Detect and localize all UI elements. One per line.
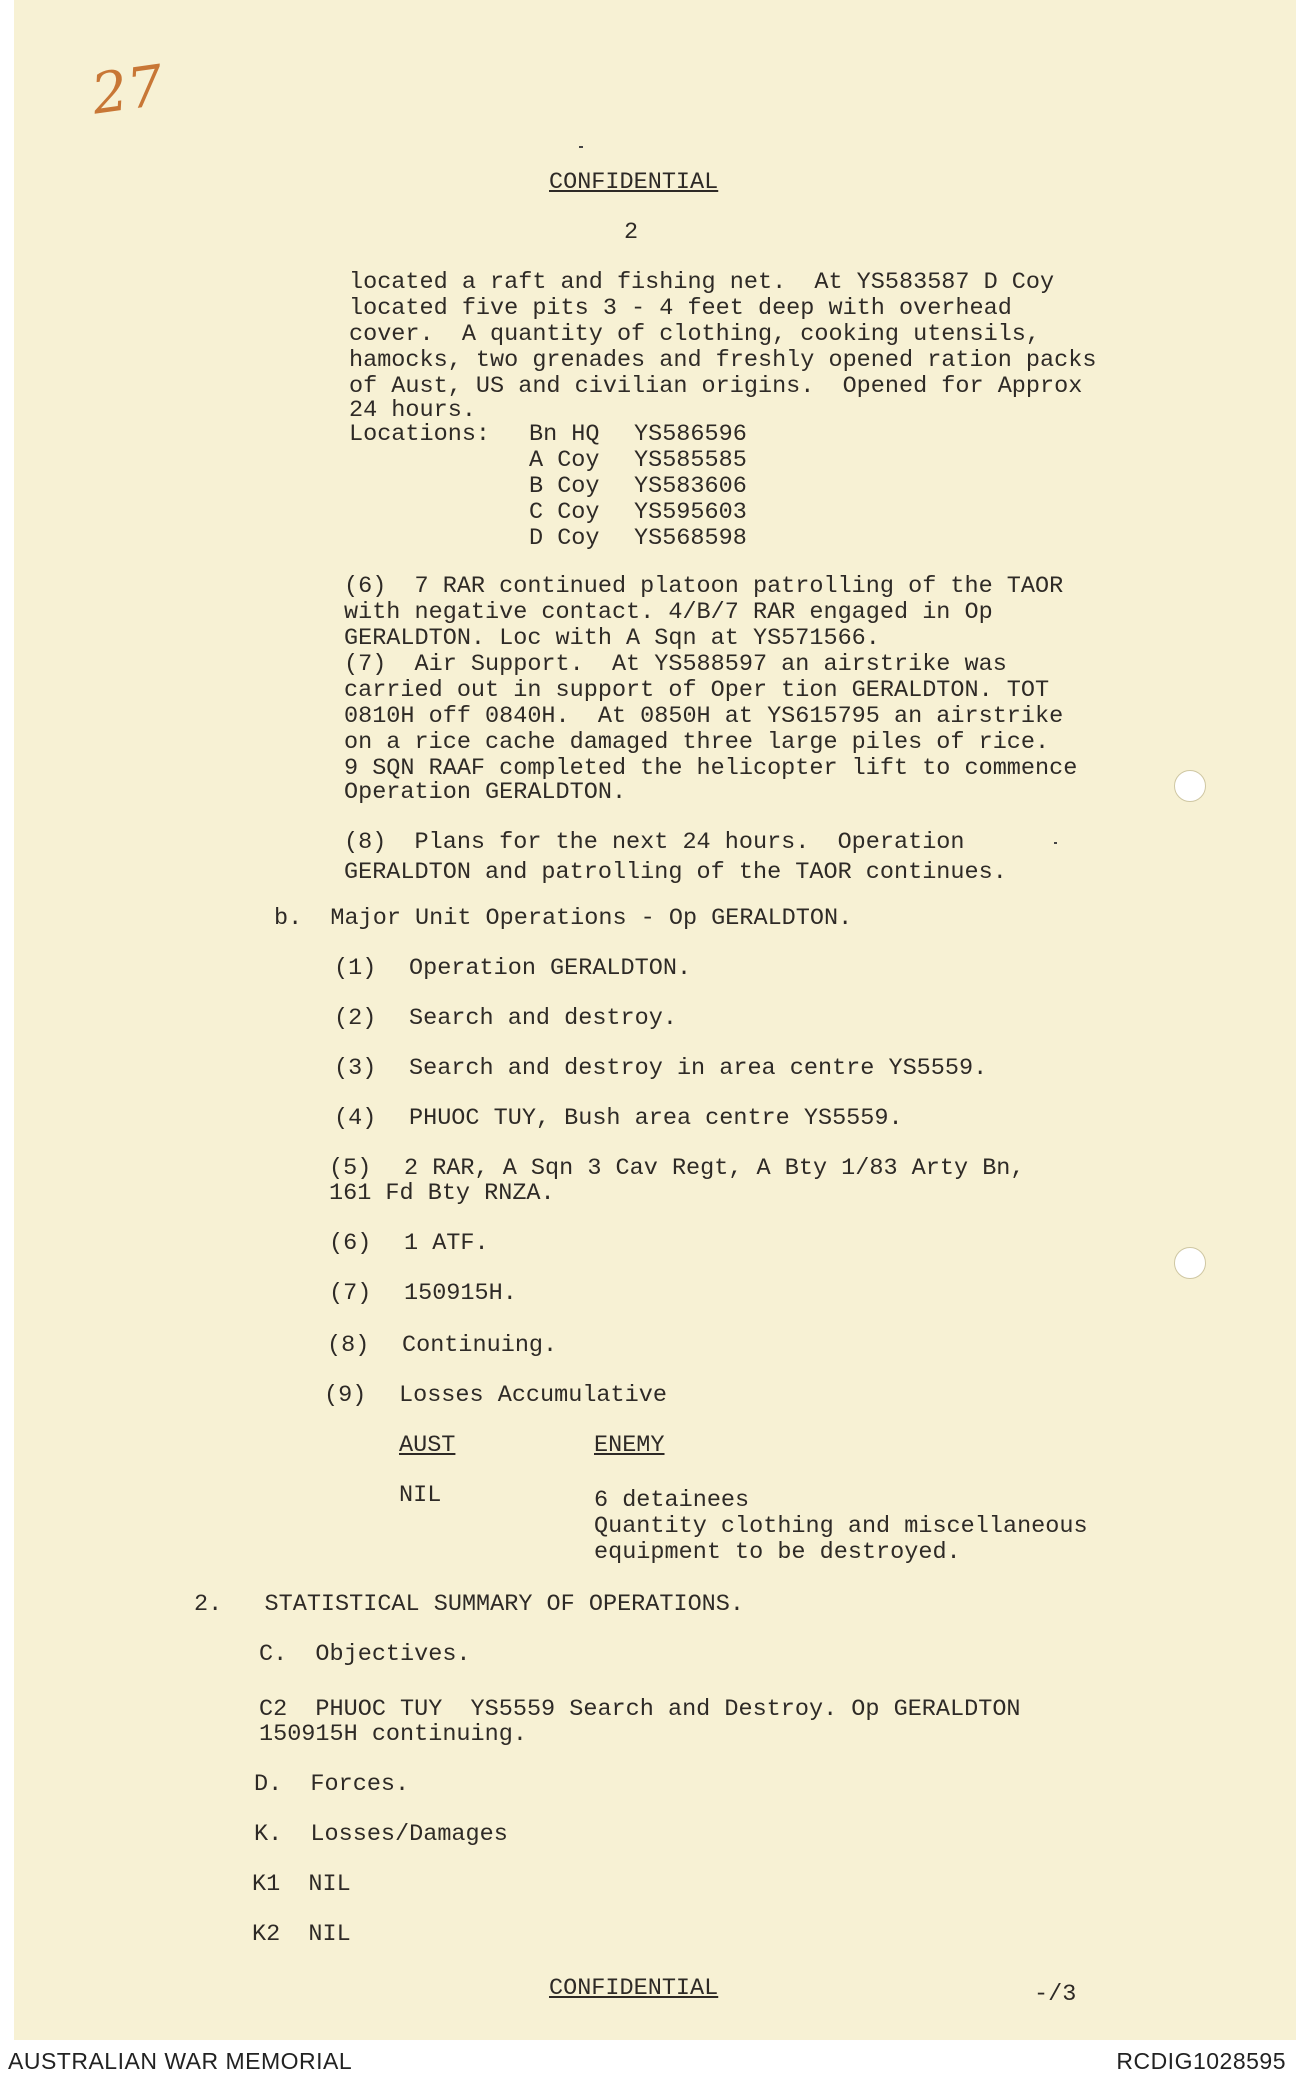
next-page-marker: -/3 xyxy=(1034,1981,1077,2008)
paragraph-line: carried out in support of Oper tion GERALDTON. TOT xyxy=(344,677,1050,704)
paragraph-line: 24 hours. xyxy=(349,397,476,424)
paragraph-line: located five pits 3 - 4 feet deep with overhead xyxy=(349,295,1012,322)
location-grid: YS586596 xyxy=(634,421,747,448)
paragraph-line: of Aust, US and civilian origins. Opened for Approx xyxy=(349,373,1083,400)
item-number: (9) xyxy=(324,1382,367,1409)
paragraph-line: (7) Air Support. At YS588597 an airstrike was xyxy=(344,651,1007,678)
item-text-continued: 161 Fd Bty RNZA. xyxy=(329,1180,555,1207)
paragraph-line: on a rice cache damaged three large piles of rice. xyxy=(344,729,1050,756)
item-text: Continuing. xyxy=(402,1332,558,1359)
enemy-losses-line: Quantity clothing and miscellaneous xyxy=(594,1513,1088,1540)
k2-line: K2 NIL xyxy=(252,1921,351,1948)
item-number: (5) xyxy=(329,1155,372,1182)
enemy-heading: ENEMY xyxy=(594,1432,665,1459)
paragraph-line: GERALDTON and patrolling of the TAOR continues. xyxy=(344,859,1007,886)
location-unit: B Coy xyxy=(529,473,600,500)
enemy-losses-line: equipment to be destroyed. xyxy=(594,1539,961,1566)
location-grid: YS595603 xyxy=(634,499,747,526)
item-text: Losses Accumulative xyxy=(399,1382,667,1409)
punch-hole xyxy=(1174,1247,1206,1279)
aust-heading: AUST xyxy=(399,1432,456,1459)
archive-name: AUSTRALIAN WAR MEMORIAL xyxy=(8,2048,353,2074)
section-c-heading: C. Objectives. xyxy=(259,1641,471,1668)
paragraph-line: with negative contact. 4/B/7 RAR engaged in Op xyxy=(344,599,993,626)
item-text: Search and destroy. xyxy=(409,1005,677,1032)
item-text: Operation GERALDTON. xyxy=(409,955,692,982)
c2-line: 150915H continuing. xyxy=(259,1721,527,1748)
archive-reference: RCDIG1028595 xyxy=(1116,2048,1286,2074)
locations-label: Locations: xyxy=(349,421,491,448)
section-k-heading: K. Losses/Damages xyxy=(254,1821,508,1848)
paragraph-line: Operation GERALDTON. xyxy=(344,779,627,806)
item-text: PHUOC TUY, Bush area centre YS5559. xyxy=(409,1105,903,1132)
paragraph-line: 0810H off 0840H. At 0850H at YS615795 an airstrike xyxy=(344,703,1064,730)
item-number: (8) xyxy=(327,1332,370,1359)
item-text: 150915H. xyxy=(404,1280,517,1307)
paragraph-line: (6) 7 RAR continued platoon patrolling of the TAOR xyxy=(344,573,1064,600)
paragraph-line: hamocks, two grenades and freshly opened ration packs xyxy=(349,347,1097,374)
aust-losses-value: NIL xyxy=(399,1482,442,1509)
archive-footer xyxy=(0,2046,1296,2082)
location-grid: YS568598 xyxy=(634,525,747,552)
ink-mark xyxy=(1054,842,1057,844)
paragraph-line: 9 SQN RAAF completed the helicopter lift to commence xyxy=(344,755,1078,782)
item-number: (6) xyxy=(329,1230,372,1257)
handwritten-folio-number: 27 xyxy=(87,53,168,128)
enemy-losses-line: 6 detainees xyxy=(594,1487,750,1514)
item-text: Search and destroy in area centre YS5559. xyxy=(409,1055,988,1082)
c2-line: C2 PHUOC TUY YS5559 Search and Destroy. Op GERALDTON xyxy=(259,1696,1021,1723)
item-number: (2) xyxy=(334,1005,377,1032)
item-number: (7) xyxy=(329,1280,372,1307)
k1-line: K1 NIL xyxy=(252,1871,351,1898)
paragraph-line: cover. A quantity of clothing, cooking utensils, xyxy=(349,321,1041,348)
ink-mark xyxy=(579,146,583,148)
section-d-heading: D. Forces. xyxy=(254,1771,410,1798)
document-page xyxy=(14,0,1296,2040)
location-grid: YS585585 xyxy=(634,447,747,474)
page-number: 2 xyxy=(624,219,639,246)
paragraph-line: located a raft and fishing net. At YS583587 D Coy xyxy=(349,269,1055,296)
item-number: (3) xyxy=(334,1055,377,1082)
location-unit: A Coy xyxy=(529,447,600,474)
item-number: (1) xyxy=(334,955,377,982)
section-b-heading: b. Major Unit Operations - Op GERALDTON. xyxy=(274,905,853,932)
item-text: 2 RAR, A Sqn 3 Cav Regt, A Bty 1/83 Arty Bn, xyxy=(404,1155,1025,1182)
location-unit: D Coy xyxy=(529,525,600,552)
paragraph-line: GERALDTON. Loc with A Sqn at YS571566. xyxy=(344,625,880,652)
paragraph-line: (8) Plans for the next 24 hours. Operation xyxy=(344,829,965,856)
punch-hole xyxy=(1174,770,1206,802)
section-2-heading: 2. STATISTICAL SUMMARY OF OPERATIONS. xyxy=(194,1591,744,1618)
header-classification: CONFIDENTIAL xyxy=(549,169,719,196)
location-unit: Bn HQ xyxy=(529,421,600,448)
item-text: 1 ATF. xyxy=(404,1230,489,1257)
location-unit: C Coy xyxy=(529,499,600,526)
location-grid: YS583606 xyxy=(634,473,747,500)
item-number: (4) xyxy=(334,1105,377,1132)
footer-classification: CONFIDENTIAL xyxy=(549,1975,719,2002)
